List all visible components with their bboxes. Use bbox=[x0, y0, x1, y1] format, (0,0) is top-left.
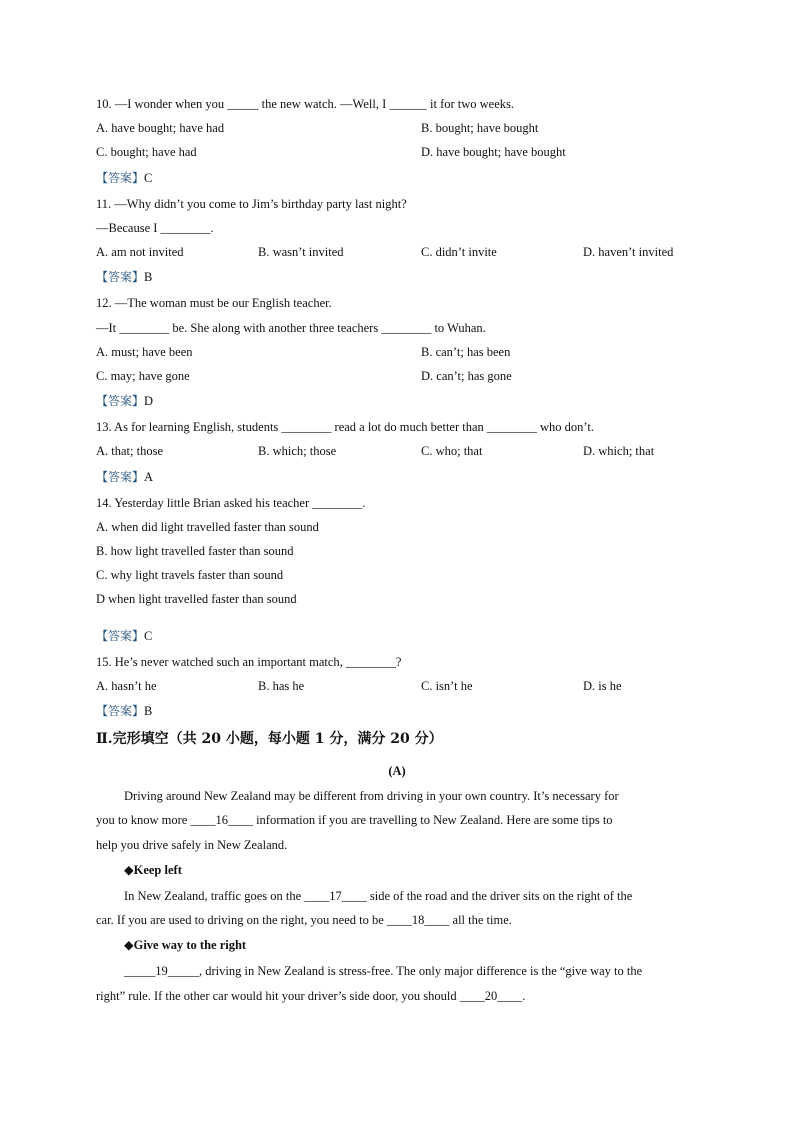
answer-value: A bbox=[144, 470, 154, 484]
q14-stem: 14. Yesterday little Brian asked his teacher ________. bbox=[96, 496, 366, 510]
q13-answer bbox=[96, 469, 153, 485]
text: you to know more bbox=[96, 813, 191, 827]
passage-line-7 bbox=[96, 988, 525, 1004]
q12-option-c: C. may; have gone bbox=[96, 369, 190, 383]
answer-label: 【答案】 bbox=[96, 470, 145, 484]
q14-option-d: D when light travelled faster than sound bbox=[96, 592, 297, 606]
q10-answer bbox=[96, 170, 152, 186]
section-title: Ⅱ.完形填空（共 20 小题，每小题 1 分，满分 20 分） bbox=[96, 731, 443, 747]
q13-stem: 13. As for learning English, students ________ read a lot do much better than ________ who don’t. bbox=[96, 420, 594, 434]
q11-stem-2: —Because I ________. bbox=[96, 221, 214, 235]
q14-answer bbox=[96, 628, 152, 644]
answer-value: B bbox=[144, 704, 153, 718]
text: information if you are travelling to New Zealand. Here are some tips to bbox=[252, 813, 613, 827]
blank-19: _____19_____ bbox=[124, 964, 199, 978]
q11-stem: 11. —Why didn’t you come to Jim’s birthday party last night? bbox=[96, 197, 407, 211]
passage-line-2 bbox=[96, 812, 613, 828]
q14-option-a: A. when did light travelled faster than sound bbox=[96, 520, 319, 534]
answer-label: 【答案】 bbox=[96, 629, 145, 643]
q11-option-d: D. haven’t invited bbox=[583, 245, 674, 259]
passage-line-1: Driving around New Zealand may be different from driving in your own country. It’s necessary for bbox=[124, 789, 619, 803]
answer-value: C bbox=[144, 171, 153, 185]
text: In New Zealand, traffic goes on the bbox=[124, 889, 305, 903]
answer-value: C bbox=[144, 629, 153, 643]
q13-option-a: A. that; those bbox=[96, 444, 164, 458]
passage-line-3: help you drive safely in New Zealand. bbox=[96, 838, 288, 852]
q13-option-b: B. which; those bbox=[258, 444, 337, 458]
blank-17: ____17____ bbox=[304, 889, 367, 903]
q10-option-d: D. have bought; have bought bbox=[421, 145, 566, 159]
q15-option-a: A. hasn’t he bbox=[96, 679, 157, 693]
q10-option-c: C. bought; have had bbox=[96, 145, 197, 159]
blank-16: ____16____ bbox=[190, 813, 253, 827]
passage-line-6 bbox=[124, 963, 642, 979]
passage-label: (A) bbox=[388, 764, 406, 778]
q12-option-b: B. can’t; has been bbox=[421, 345, 511, 359]
passage-line-5 bbox=[96, 912, 512, 928]
text: side of the road and the driver sits on the right of the bbox=[366, 889, 633, 903]
answer-label: 【答案】 bbox=[96, 171, 145, 185]
q12-stem: 12. —The woman must be our English teacher. bbox=[96, 296, 332, 310]
q10-option-b: B. bought; have bought bbox=[421, 121, 539, 135]
text: right” rule. If the other car would hit your driver’s side door, you should bbox=[96, 989, 460, 1003]
answer-value: D bbox=[144, 394, 154, 408]
q11-option-b: B. wasn’t invited bbox=[258, 245, 344, 259]
q12-option-a: A. must; have been bbox=[96, 345, 193, 359]
answer-label: 【答案】 bbox=[96, 270, 145, 284]
q15-option-c: C. isn’t he bbox=[421, 679, 473, 693]
q14-option-c: C. why light travels faster than sound bbox=[96, 568, 284, 582]
q11-option-c: C. didn’t invite bbox=[421, 245, 497, 259]
q13-option-d: D. which; that bbox=[583, 444, 655, 458]
q15-option-b: B. has he bbox=[258, 679, 305, 693]
blank-20: ____20____ bbox=[459, 989, 523, 1003]
passage-line-4 bbox=[124, 888, 632, 904]
q11-answer bbox=[96, 269, 152, 285]
text: car. If you are used to driving on the right, you need to be bbox=[96, 913, 387, 927]
q12-option-d: D. can’t; has gone bbox=[421, 369, 512, 383]
q13-option-c: C. who; that bbox=[421, 444, 483, 458]
q15-option-d: D. is he bbox=[583, 679, 622, 693]
blank-18: ____18____ bbox=[386, 913, 450, 927]
q10-option-a: A. have bought; have had bbox=[96, 121, 225, 135]
answer-value: B bbox=[144, 270, 153, 284]
q11-option-a: A. am not invited bbox=[96, 245, 184, 259]
text: . bbox=[522, 989, 526, 1003]
text: all the time. bbox=[449, 913, 512, 927]
heading-give-way: ◆Give way to the right bbox=[124, 938, 247, 952]
heading-keep-left: ◆Keep left bbox=[124, 863, 182, 877]
answer-label: 【答案】 bbox=[96, 394, 145, 408]
q15-answer bbox=[96, 703, 152, 719]
text: , driving in New Zealand is stress-free. The only major difference is the “give way to the bbox=[199, 964, 643, 978]
answer-label: 【答案】 bbox=[96, 704, 145, 718]
q15-stem: 15. He’s never watched such an important match, ________? bbox=[96, 655, 402, 669]
q14-option-b: B. how light travelled faster than sound bbox=[96, 544, 294, 558]
q12-answer bbox=[96, 393, 153, 409]
q10-stem: 10. —I wonder when you _____ the new watch. —Well, I ______ it for two weeks. bbox=[96, 97, 515, 111]
q12-stem-2: —It ________ be. She along with another three teachers ________ to Wuhan. bbox=[96, 321, 486, 335]
